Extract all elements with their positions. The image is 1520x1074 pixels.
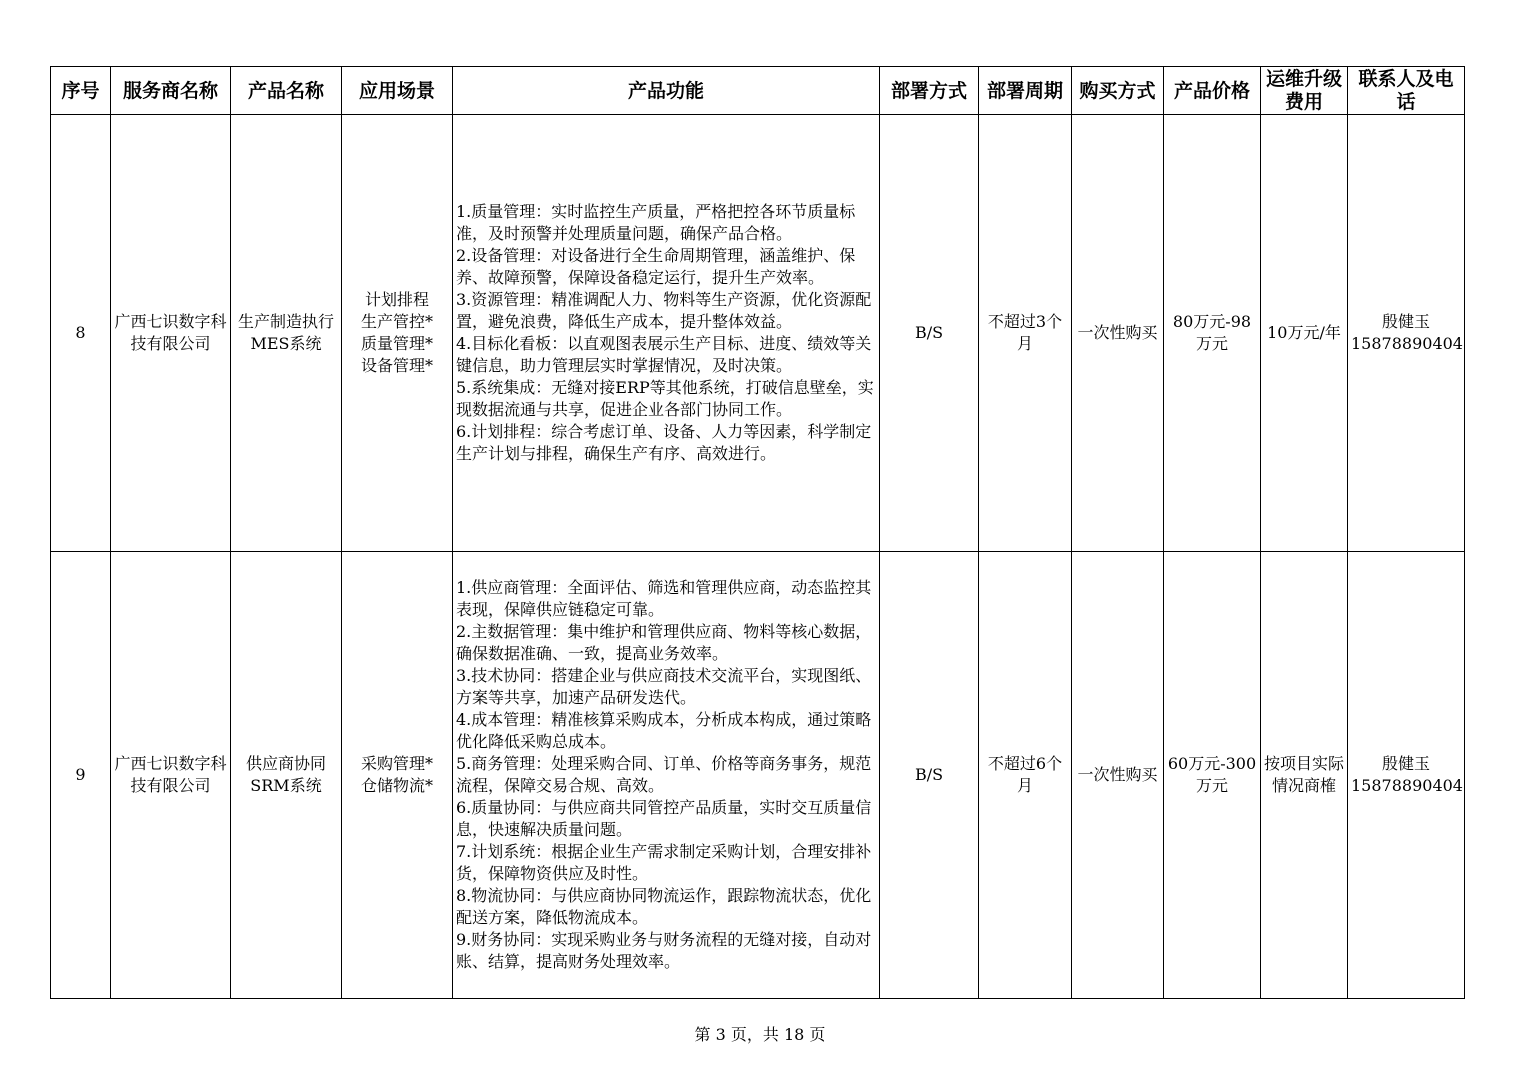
contact-name: 殷健玉: [1381, 312, 1430, 331]
cell-deploy-period: 不超过6个月: [979, 552, 1072, 999]
feature-item: 6.质量协同：与供应商共同管控产品质量，实时交互质量信息，快速解决质量问题。: [456, 798, 872, 839]
cell-contact: [1348, 115, 1465, 552]
cell-vendor: 广西七识数字科技有限公司: [111, 115, 231, 552]
feature-item: 6.计划排程：综合考虑订单、设备、人力等因素，科学制定生产计划与排程，确保生产有序、高效进行。: [456, 422, 872, 463]
cell-features: [453, 552, 880, 999]
cell-features: [453, 115, 880, 552]
header-vendor: 服务商名称: [111, 67, 231, 115]
header-purchase: 购买方式: [1072, 67, 1164, 115]
cell-deploy-mode: B/S: [880, 552, 979, 999]
feature-item: 7.计划系统：根据企业生产需求制定采购计划，合理安排补货，保障物资供应及时性。: [456, 842, 872, 883]
feature-item: 1.质量管理：实时监控生产质量，严格把控各环节质量标准，及时预警并处理质量问题，确保产品合格。: [456, 202, 856, 243]
cell-deploy-mode: B/S: [880, 115, 979, 552]
page-footer: 第 3 页，共 18 页: [694, 1025, 826, 1044]
header-maintenance: 运维升级费用: [1261, 67, 1348, 115]
feature-item: 4.成本管理：精准核算采购成本，分析成本构成，通过策略优化降低采购总成本。: [456, 710, 872, 751]
feature-item: 2.设备管理：对设备进行全生命周期管理，涵盖维护、保养、故障预警，保障设备稳定运行，提升生产效率。: [456, 246, 856, 287]
cell-maintenance: 10万元/年: [1261, 115, 1348, 552]
cell-seq: 8: [51, 115, 111, 552]
header-row: [51, 67, 1465, 115]
cell-deploy-period: 不超过3个月: [979, 115, 1072, 552]
feature-item: 9.财务协同：实现采购业务与财务流程的无缝对接，自动对账、结算，提高财务处理效率。: [456, 930, 872, 971]
header-contact: 联系人及电话: [1348, 67, 1465, 115]
contact-phone: 15878890404: [1351, 334, 1463, 353]
cell-scenario: 计划排程 生产管控* 质量管理* 设备管理*: [342, 115, 453, 552]
header-scenario: 应用场景: [342, 67, 453, 115]
table-row: [51, 552, 1465, 999]
cell-price: 80万元-98万元: [1164, 115, 1261, 552]
feature-item: 2.主数据管理：集中维护和管理供应商、物料等核心数据，确保数据准确、一致，提高业务效率。: [456, 622, 872, 663]
product-table: [50, 66, 1465, 999]
cell-seq: 9: [51, 552, 111, 999]
header-price: 产品价格: [1164, 67, 1261, 115]
header-seq: 序号: [51, 67, 111, 115]
cell-product: 供应商协同SRM系统: [231, 552, 342, 999]
feature-item: 3.资源管理：精准调配人力、物料等生产资源，优化资源配置，避免浪费，降低生产成本，提升整体效益。: [456, 290, 872, 331]
contact-name: 殷健玉: [1381, 754, 1430, 773]
cell-maintenance: 按项目实际情况商榷: [1261, 552, 1348, 999]
feature-item: 3.技术协同：搭建企业与供应商技术交流平台，实现图纸、方案等共享，加速产品研发迭代。: [456, 666, 872, 707]
cell-purchase: 一次性购买: [1072, 552, 1164, 999]
feature-item: 1.供应商管理：全面评估、筛选和管理供应商，动态监控其表现，保障供应链稳定可靠。: [456, 578, 872, 619]
table-row: [51, 115, 1465, 552]
cell-product: 生产制造执行MES系统: [231, 115, 342, 552]
cell-price: 60万元-300万元: [1164, 552, 1261, 999]
cell-vendor: 广西七识数字科技有限公司: [111, 552, 231, 999]
feature-item: 4.目标化看板：以直观图表展示生产目标、进度、绩效等关键信息，助力管理层实时掌握情况，及时决策。: [456, 334, 872, 375]
feature-item: 5.系统集成：无缝对接ERP等其他系统，打破信息壁垒，实现数据流通与共享，促进企业各部门协同工作。: [456, 378, 874, 419]
cell-scenario: 采购管理* 仓储物流*: [342, 552, 453, 999]
header-features: 产品功能: [453, 67, 880, 115]
header-deploy-period: 部署周期: [979, 67, 1072, 115]
cell-contact: [1348, 552, 1465, 999]
header-deploy-mode: 部署方式: [880, 67, 979, 115]
contact-phone: 15878890404: [1351, 776, 1463, 795]
feature-item: 8.物流协同：与供应商协同物流运作，跟踪物流状态，优化配送方案，降低物流成本。: [456, 886, 872, 927]
cell-purchase: 一次性购买: [1072, 115, 1164, 552]
header-product: 产品名称: [231, 67, 342, 115]
feature-item: 5.商务管理：处理采购合同、订单、价格等商务事务，规范流程，保障交易合规、高效。: [456, 754, 872, 795]
